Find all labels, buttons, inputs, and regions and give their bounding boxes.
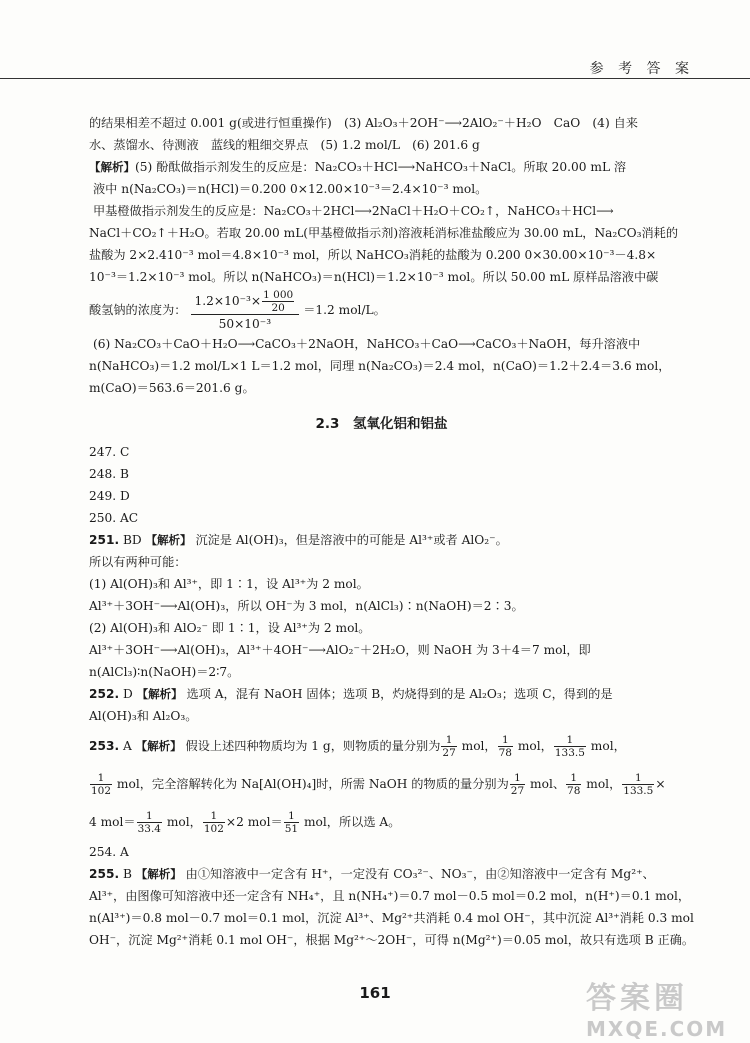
text-line: 10⁻³＝1.2×10⁻³ mol。所以 n(NaHCO₃)＝n(HCl)＝1.2×10⁻³ mol。所以 50.00 mL 原样品溶液中碳 — [89, 270, 659, 284]
fraction — [622, 772, 654, 797]
text-span: mol， — [586, 776, 622, 791]
fraction-denominator: 33.4 — [137, 822, 161, 835]
fraction-numerator: 1 — [284, 810, 299, 823]
text-line — [89, 803, 674, 841]
fraction-numerator: 1 — [137, 810, 162, 823]
watermark-url: MXQE.COM — [586, 1017, 728, 1041]
answer-250: 250. AC — [89, 510, 139, 525]
text-line: 甲基橙做指示剂发生的反应是：Na₂CO₃＋2HCl⟶2NaCl＋H₂O＋CO₂↑，NaHCO₃＋HCl⟶ — [93, 204, 614, 218]
fraction — [498, 734, 513, 759]
question-number: 251. — [89, 532, 120, 547]
fraction-numerator — [191, 289, 300, 315]
text-span: 1.2×10⁻³× — [194, 293, 262, 308]
fraction — [90, 772, 112, 797]
text-span: mol， — [517, 738, 553, 753]
fraction-numerator: 1 — [510, 772, 525, 785]
text-span: (5) 酚酞做指示剂发生的反应是：Na₂CO₃＋HCl⟶NaHCO₃＋NaCl。所取 20.00 mL 溶 — [135, 160, 627, 174]
page-number: 161 — [359, 984, 391, 1002]
analysis-tag: 【解析】 — [135, 738, 182, 753]
text-line: 水、蒸馏水、待测液 蓝线的粗细交界点 (5) 1.2 mol/L (6) 201.6 g — [89, 138, 480, 152]
analysis-tag: 【解析】 — [145, 532, 192, 547]
section-title: 2.3 氢氧化铝和铝盐 — [315, 415, 448, 432]
fraction-denominator: 27 — [510, 784, 525, 797]
text-span: 由①知溶液中一定含有 H⁺，一定没有 CO₃²⁻、NO₃⁻，由②知溶液中一定含有 Mg²⁺、 — [185, 866, 655, 881]
fraction-denominator: 78 — [567, 784, 581, 797]
answer-252 — [89, 683, 674, 705]
fraction-denominator: 133.5 — [623, 784, 654, 797]
text-line: n(Al³⁺)＝0.8 mol－0.7 mol＝0.1 mol，沉淀 Al³⁺、Mg²⁺共消耗 0.4 mol OH⁻，其中沉淀 Al³⁺消耗 0.3 mol — [89, 910, 694, 925]
inner-fraction — [262, 289, 294, 314]
fraction-numerator: 1 000 — [263, 288, 294, 301]
fraction-denominator: 27 — [442, 746, 456, 759]
answer-249: 249. D — [89, 488, 130, 503]
text-line: n(AlCl₃)∶n(NaOH)＝2∶7。 — [89, 664, 240, 679]
fraction-numerator: 1 — [622, 772, 654, 785]
answer-choice: D — [122, 686, 133, 701]
text-line — [89, 156, 674, 178]
text-span: mol，完全溶解转化为 Na[Al(OH)₄]时，所需 NaOH 的物质的量分别为 — [116, 776, 509, 791]
text-line: Al³⁺，由图像可知溶液中还一定含有 NH₄⁺，且 n(NH₄⁺)＝0.7 mol－0.5 mol＝0.2 mol，n(H⁺)＝0.1 mol， — [89, 888, 691, 903]
fraction — [203, 810, 225, 835]
text-line: Al(OH)₃和 Al₂O₃。 — [89, 708, 198, 723]
fraction-denominator: 133.5 — [554, 746, 585, 759]
fraction — [284, 810, 299, 835]
text-line: n(NaHCO₃)＝1.2 mol/L×1 L＝1.2 mol，同理 n(Na₂CO₃)＝2.4 mol，n(CaO)＝1.2＋2.4＝3.6 mol， — [89, 358, 671, 373]
page-body — [89, 112, 695, 951]
fraction-denominator: 20 — [271, 301, 285, 314]
text-line: 的结果相差不超过 0.001 g(或进行恒重操作) (3) Al₂O₃＋2OH⁻⟶2AlO₂⁻＋H₂O CaO (4) 自来 — [89, 116, 638, 130]
text-span: 沉淀是 Al(OH)₃，但是溶液中的可能是 Al³⁺或者 AlO₂⁻。 — [195, 532, 508, 547]
answer-255 — [89, 863, 674, 885]
text-span: mol， — [166, 814, 202, 829]
fraction-denominator: 51 — [284, 822, 299, 835]
text-line: 所以有两种可能： — [89, 554, 187, 569]
text-line: (6) Na₂CO₃＋CaO＋H₂O⟶CaCO₃＋2NaOH，NaHCO₃＋CaO⟶CaCO₃＋NaOH，每升溶液中 — [93, 336, 641, 351]
text-span: ×2 mol＝ — [225, 814, 283, 829]
text-span: mol、 — [530, 776, 566, 791]
fraction-numerator: 1 — [90, 772, 112, 785]
answer-choice: BD — [122, 532, 142, 547]
answer-247: 247. C — [89, 444, 130, 459]
fraction-numerator: 1 — [441, 734, 456, 747]
answer-254: 254. A — [89, 844, 129, 859]
text-line: Al³⁺＋3OH⁻⟶Al(OH)₃，所以 OH⁻为 3 mol，n(AlCl₃)∶n(NaOH)＝2∶3。 — [89, 598, 524, 613]
analysis-tag: 【解析】 — [136, 686, 183, 701]
text-line: 液中 n(Na₂CO₃)＝n(HCl)＝0.200 0×12.00×10⁻³＝2.4×10⁻³ mol。 — [93, 182, 488, 196]
fraction — [137, 810, 162, 835]
text-span: 4 mol＝ — [89, 814, 136, 829]
fraction-denominator: 78 — [498, 746, 512, 759]
question-number: 255. — [89, 866, 120, 881]
answer-choice: B — [122, 866, 132, 881]
fraction-numerator: 1 — [566, 772, 581, 785]
site-watermark — [586, 973, 736, 1041]
analysis-tag: 【解析】 — [135, 866, 182, 881]
text-line: (2) Al(OH)₃和 AlO₂⁻ 即 1∶1，设 Al³⁺为 2 mol。 — [89, 620, 371, 635]
text-span: 假设上述四种物质均为 1 g，则物质的量分别为 — [185, 738, 441, 753]
header-rule — [0, 78, 750, 79]
analysis-tag: 【解析】 — [89, 160, 135, 174]
answer-248: 248. B — [89, 466, 129, 481]
text-span: 酸氢钠的浓度为： — [89, 303, 187, 317]
fraction-denominator: 102 — [203, 822, 224, 835]
text-line: 盐酸为 2×2.410⁻³ mol＝4.8×10⁻³ mol，所以 NaHCO₃消耗的盐酸为 0.200 0×30.00×10⁻³－4.8× — [89, 248, 657, 262]
fraction — [554, 734, 586, 759]
concentration-formula-line — [89, 288, 674, 333]
watermark-logo-text: 答案圈 — [586, 981, 688, 1016]
text-line: Al³⁺＋3OH⁻⟶Al(OH)₃，Al³⁺＋4OH⁻⟶AlO₂⁻＋2H₂O，则 NaOH 为 3＋4＝7 mol，即 — [89, 642, 591, 657]
text-span: 选项 A，混有 NaOH 固体；选项 B，灼烧得到的是 Al₂O₃；选项 C，得到的是 — [186, 686, 613, 701]
text-line: NaCl＋CO₂↑＋H₂O。若取 20.00 mL(甲基橙做指示剂)溶液耗消标准盐酸应为 30.00 mL，Na₂CO₃消耗的 — [89, 226, 679, 240]
text-span: mol， — [590, 738, 626, 753]
question-number: 252. — [89, 686, 120, 701]
fraction-numerator: 1 — [498, 734, 513, 747]
text-line — [89, 765, 674, 803]
text-line: (1) Al(OH)₃和 Al³⁺，即 1∶1，设 Al³⁺为 2 mol。 — [89, 576, 369, 591]
text-span: mol，所以选 A。 — [303, 814, 401, 829]
fraction — [441, 734, 456, 759]
running-header: 参 考 答 案 — [589, 61, 694, 77]
question-number: 253. — [89, 738, 120, 753]
text-line: OH⁻，沉淀 Mg²⁺消耗 0.1 mol OH⁻，根据 Mg²⁺～2OH⁻，可得 n(Mg²⁺)＝0.05 mol，故只有选项 B 正确。 — [89, 932, 695, 947]
answer-253 — [89, 727, 674, 765]
fraction — [510, 772, 525, 797]
text-span: × — [655, 776, 666, 791]
text-span: mol， — [461, 738, 497, 753]
answer-251 — [89, 529, 674, 551]
fraction-numerator: 1 — [554, 734, 586, 747]
answer-choice: A — [122, 738, 132, 753]
text-span: ＝1.2 mol/L。 — [303, 303, 386, 317]
fraction-denominator: 102 — [91, 784, 112, 797]
fraction-denominator: 50×10⁻³ — [218, 316, 272, 331]
concentration-fraction — [191, 289, 300, 333]
fraction-numerator: 1 — [203, 810, 225, 823]
text-line: m(CaO)＝563.6＝201.6 g。 — [89, 380, 255, 395]
fraction — [566, 772, 581, 797]
